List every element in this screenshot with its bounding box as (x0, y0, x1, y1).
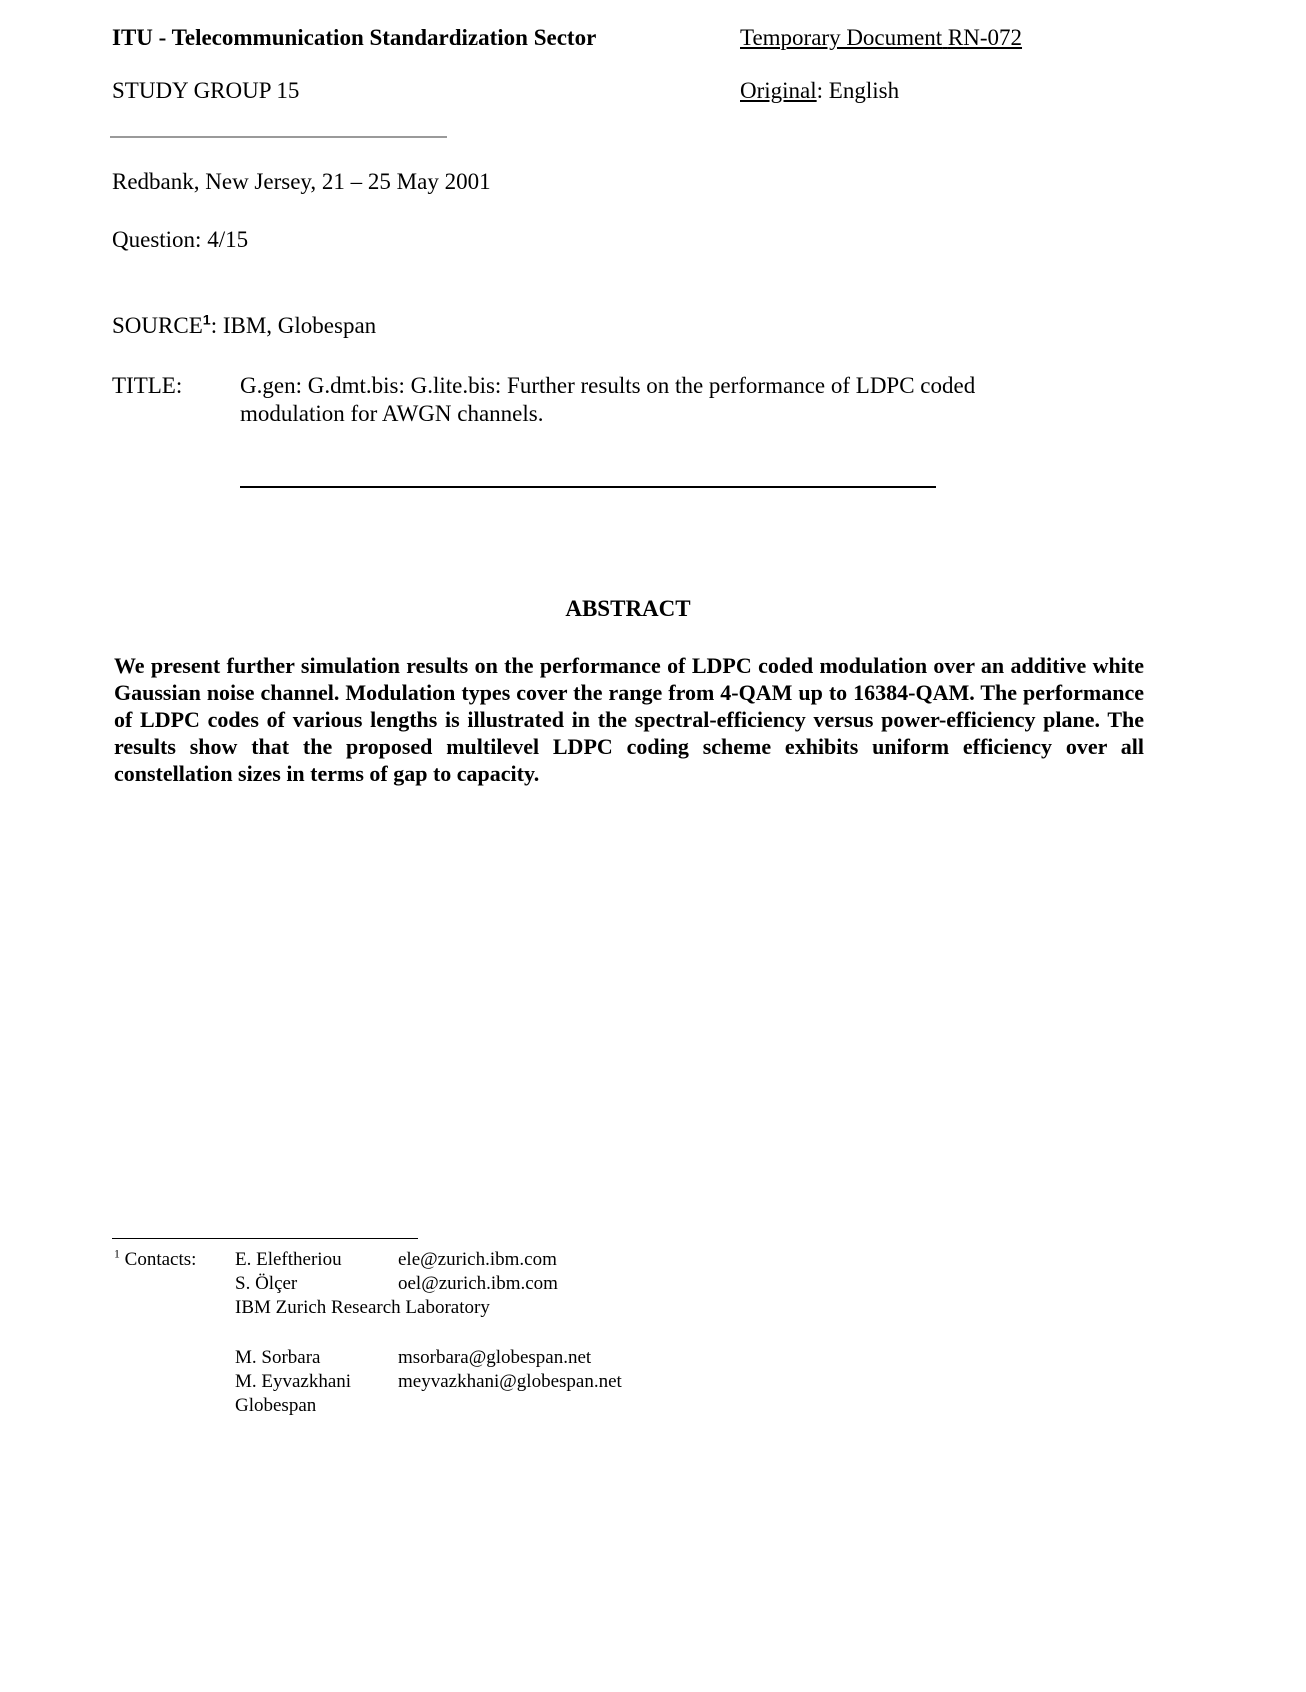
contact-email-2[interactable]: oel@zurich.ibm.com (398, 1273, 558, 1294)
contact-organization-2: Globespan (235, 1395, 317, 1416)
contact-email-1[interactable]: ele@zurich.ibm.com (398, 1249, 557, 1270)
footnote-mark: 1 (114, 1247, 120, 1261)
contact-email-4[interactable]: meyvazkhani@globespan.net (398, 1371, 622, 1392)
contact-name-4: M. Eyvazkhani (235, 1371, 352, 1392)
footnote-divider (112, 1238, 418, 1239)
footnote-label (114, 1248, 196, 1272)
title-line-2: modulation for AWGN channels. (240, 401, 544, 426)
study-group: STUDY GROUP 15 (112, 78, 300, 103)
document-id-prefix: Temporary Document (740, 25, 943, 50)
contact-email-3[interactable]: msorbara@globespan.net (398, 1347, 592, 1368)
title-label: TITLE: (112, 373, 183, 398)
title-divider (240, 486, 936, 488)
document-id (740, 24, 1022, 52)
original-label: Original (740, 78, 817, 103)
header-divider (110, 136, 447, 138)
title-line-1: G.gen: G.dmt.bis: G.lite.bis: Further results on the performance of LDPC coded (240, 373, 976, 398)
question-number: Question: 4/15 (112, 227, 249, 252)
abstract-heading: ABSTRACT (565, 596, 691, 621)
contact-name-3: M. Sorbara (235, 1347, 321, 1368)
abstract-heading-wrap (112, 596, 1144, 622)
document-id-number: RN-072 (947, 25, 1023, 50)
organization-name: ITU - Telecommunication Standardization Sector (112, 25, 597, 50)
contacts-label: Contacts: (124, 1249, 197, 1270)
original-language (740, 77, 899, 105)
contact-name-2: S. Ölçer (235, 1273, 298, 1294)
source-line (112, 312, 376, 340)
meeting-location-date: Redbank, New Jersey, 21 – 25 May 2001 (112, 169, 491, 194)
original-value: : English (816, 78, 900, 103)
source-value: : IBM, Globespan (210, 313, 377, 338)
contact-organization-1: IBM Zurich Research Laboratory (235, 1297, 490, 1318)
source-footnote-mark: 1 (202, 312, 211, 329)
contact-name-1: E. Eleftheriou (235, 1249, 342, 1270)
abstract-text: We present further simulation results on the performance of LDPC coded modulation over an additive white Gaussian noise channel. Modulation types cover the range from 4-QAM up to 16384-QAM. The performance of LDPC codes of various lengths is illustrated in the spectral-efficiency versus power-efficiency plane. The results show that the proposed multilevel LDPC coding scheme exhibits uniform efficiency over all constellation sizes in terms of gap to capacity. (114, 653, 1144, 786)
source-label: SOURCE (112, 313, 203, 338)
